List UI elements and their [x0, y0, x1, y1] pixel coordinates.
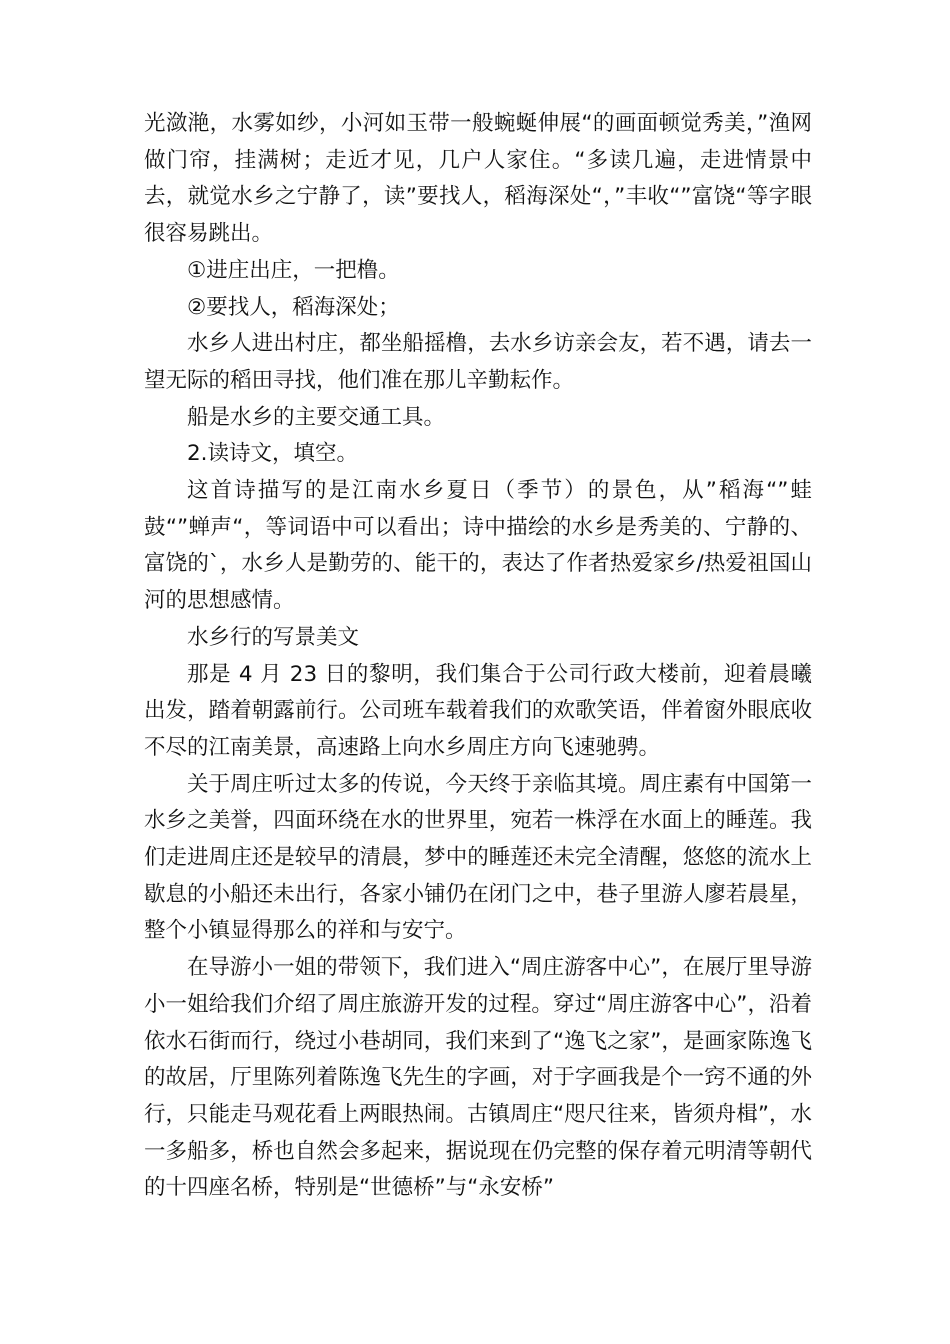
- paragraph-boat: 船是水乡的主要交通工具。: [187, 404, 446, 430]
- paragraph-essay-2: 关于周庄听过太多的传说，今天终于亲临其境。周庄素有中国第一水乡之美誉，四面环绕在水的世界里，宛若一株浮在水面上的睡莲。我们走进周庄还是较早的清晨，梦中的睡莲还未完全清醒，悠悠的流水上歇息的小船还未出行，各家小铺仍在闭门之中，巷子里游人廖若晨星，整个小镇显得那么的祥和与安宁。: [144, 771, 812, 944]
- paragraph-poem-line-1: ①进庄出庄，一把橹。: [187, 257, 400, 283]
- document-body: [144, 106, 812, 1207]
- section-heading: 水乡行的写景美文: [187, 624, 360, 650]
- paragraph-continued: 光潋滟，水雾如纱，小河如玉带一般蜿蜒伸展“的画面顿觉秀美，”渔网做门帘，挂满树；走近才见，几户人家住。“多读几遍，走进情景中去，就觉水乡之宁静了，读”要找人，稻海深处“，”丰收“”富饶“等字眼很容易跳出。: [144, 111, 812, 247]
- paragraph-essay-1: 那是 4 月 23 日的黎明，我们集合于公司行政大楼前，迎着晨曦出发，踏着朝露前行。公司班车载着我们的欢歌笑语，伴着窗外眼底收不尽的江南美景，高速路上向水乡周庄方向飞速驰骋。: [144, 661, 812, 760]
- paragraph-poem-line-2: ②要找人，稻海深处；: [187, 294, 400, 320]
- paragraph-essay-3: 在导游小一姐的带领下，我们进入“周庄游客中心”，在展厅里导游小一姐给我们介绍了周庄旅游开发的过程。穿过“周庄游客中心”，沿着依水石街而行，绕过小巷胡同，我们来到了“逸飞之家”，是画家陈逸飞的故居，厅里陈列着陈逸飞先生的字画，对于字画我是个一窍不通的外行，只能走马观花看上两眼热闹。古镇周庄“咫尺往来，皆须舟楫”，水一多船多，桥也自然会多起来，据说现在仍完整的保存着元明清等朝代的十四座名桥，特别是“世德桥”与“永安桥”: [144, 955, 812, 1201]
- paragraph-answer: 这首诗描写的是江南水乡夏日（季节）的景色，从”稻海“”蛙鼓“”蝉声“，等词语中可以看出；诗中描绘的水乡是秀美的、宁静的、富饶的`，水乡人是勤劳的、能干的，表达了作者热爱家乡/热爱祖国山河的思想感情。: [144, 478, 812, 614]
- paragraph-explanation: 水乡人进出村庄，都坐船摇橹，去水乡访亲会友，若不遇，请去一望无际的稻田寻找，他们准在那儿辛勤耘作。: [144, 331, 812, 393]
- paragraph-question-2: 2.读诗文，填空。: [187, 441, 359, 467]
